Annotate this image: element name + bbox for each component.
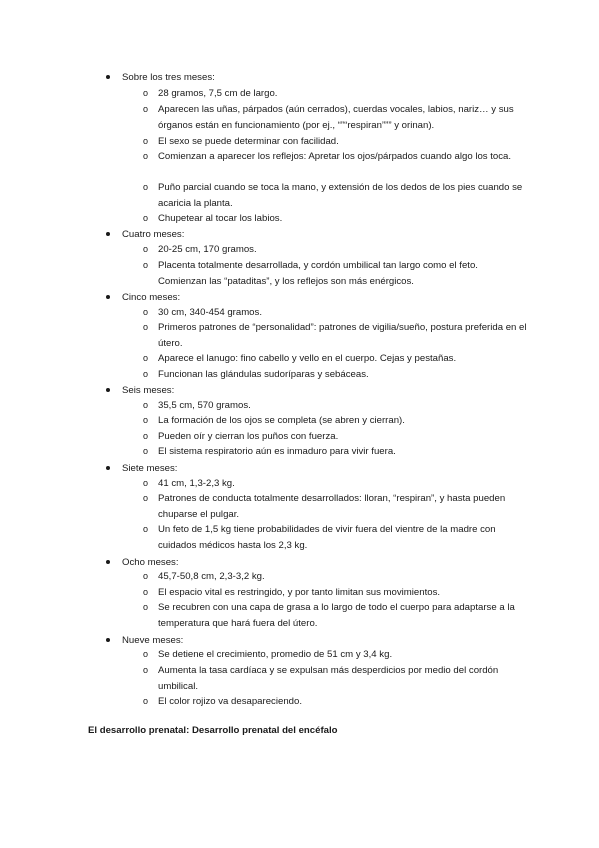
sub-bullet-icon: o: [143, 415, 149, 425]
sub-bullet-icon: o: [143, 602, 149, 612]
section-title: Sobre los tres meses:: [122, 72, 215, 83]
sub-bullet-icon: o: [143, 307, 149, 317]
sub-bullet-icon: o: [143, 104, 149, 114]
sub-bullet-icon: o: [143, 260, 149, 270]
sub-bullet-icon: o: [143, 136, 149, 146]
section-heading: El desarrollo prenatal: Desarrollo prenatal del encéfalo: [88, 725, 338, 736]
section-title: Siete meses:: [122, 463, 178, 474]
bullet-icon: [106, 388, 110, 392]
sub-bullet-icon: o: [143, 649, 149, 659]
sub-bullet-icon: o: [143, 244, 149, 254]
bullet-icon: [106, 638, 110, 642]
section-title: Nueve meses:: [122, 635, 184, 646]
sub-bullet-icon: o: [143, 696, 149, 706]
sub-bullet-icon: o: [143, 182, 149, 192]
bullet-icon: [106, 75, 110, 79]
sub-bullet-icon: o: [143, 493, 149, 503]
sub-bullet-icon: o: [143, 88, 149, 98]
section-title: Cuatro meses:: [122, 229, 185, 240]
bullet-icon: [106, 232, 110, 236]
sub-bullet-icon: o: [143, 524, 149, 534]
section-title: Ocho meses:: [122, 557, 179, 568]
sub-bullet-icon: o: [143, 571, 149, 581]
bullet-icon: [106, 466, 110, 470]
sub-bullet-icon: o: [143, 665, 149, 675]
bullet-icon: [106, 295, 110, 299]
document-page: Sobre los tres meses: o 28 gramos, 7,5 cm de largo. o Aparecen las uñas, párpados (aún cerrados), cuerdas vocales, labios, nariz… y sus órganos están en funcionamiento (por ej., “”“respiran””” y orinan). o El sexo se puede determinar con facilidad. o Comienzan a aparecer los reflejos: Apretar los ojos/párpados cuando algo los toca. o Puño parcial cuando se toca la mano, y extensión de los dedos de los pies cuando se acaricia la planta. o Chupetear al tocar los labios. Cuatro meses: o 20-25 cm, 170 gramos. o Placenta totalmente desarrollada, y cordón umbilical tan largo como el feto. Comienzan las “pataditas”, y los reflejos son más enérgicos. Cinco meses: o 30 cm, 340-454 gramos. o Primeros patrones de “personalidad”: patrones de vigilia/sueño, postura preferida en el útero. o Aparece el lanugo: fino cabello y vello en el cuerpo. Cejas y pestañas. o Funcionan las glándulas sudoríparas y sebáceas. Seis meses: o 35,5 cm, 570 gramos. o La formación de los ojos se completa (se abren y cierran). o Pueden oír y cierran los puños con fuerza. o El sistema respiratorio aún es inmaduro para vivir fuera. Siete meses: o 41 cm, 1,3-2,3 kg. o Patrones de conducta totalmente desarrollados: lloran, “respiran”, y hasta pueden chuparse el pulgar. o Un feto de 1,5 kg tiene probabilidades de vivir fuera del vientre de la madre con cuidados médicos hasta los 2,3 kg. Ocho meses: o 45,7-50,8 cm, 2,3-3,2 kg. o El espacio vital es restringido, y por tanto limitan sus movimientos. o Se recubren con una capa de grasa a lo largo de todo el cuerpo para adaptarse a la temperatura que hará fuera del útero. Nueve meses: o Se detiene el crecimiento, promedio de 51 cm y 3,4 kg. o Aumenta la tasa cardíaca y se expulsan más desperdicios por medio del cordón umbilical. o El color rojizo va desapareciendo. El desarrollo prenatal: Desarrollo prenatal del encéfalo: [88, 72, 527, 736]
section-title: Seis meses:: [122, 385, 175, 396]
sub-bullet-icon: o: [143, 431, 149, 441]
sub-bullet-icon: o: [143, 478, 149, 488]
sub-bullet-icon: o: [143, 151, 149, 161]
bullet-icon: [106, 560, 110, 564]
sub-bullet-icon: o: [143, 322, 149, 332]
sub-bullet-icon: o: [143, 353, 149, 363]
sub-bullet-icon: o: [143, 213, 149, 223]
sub-bullet-icon: o: [143, 400, 149, 410]
sub-bullet-icon: o: [143, 369, 149, 379]
sub-bullet-icon: o: [143, 587, 149, 597]
sub-bullet-icon: o: [143, 446, 149, 456]
section-title: Cinco meses:: [122, 292, 181, 303]
